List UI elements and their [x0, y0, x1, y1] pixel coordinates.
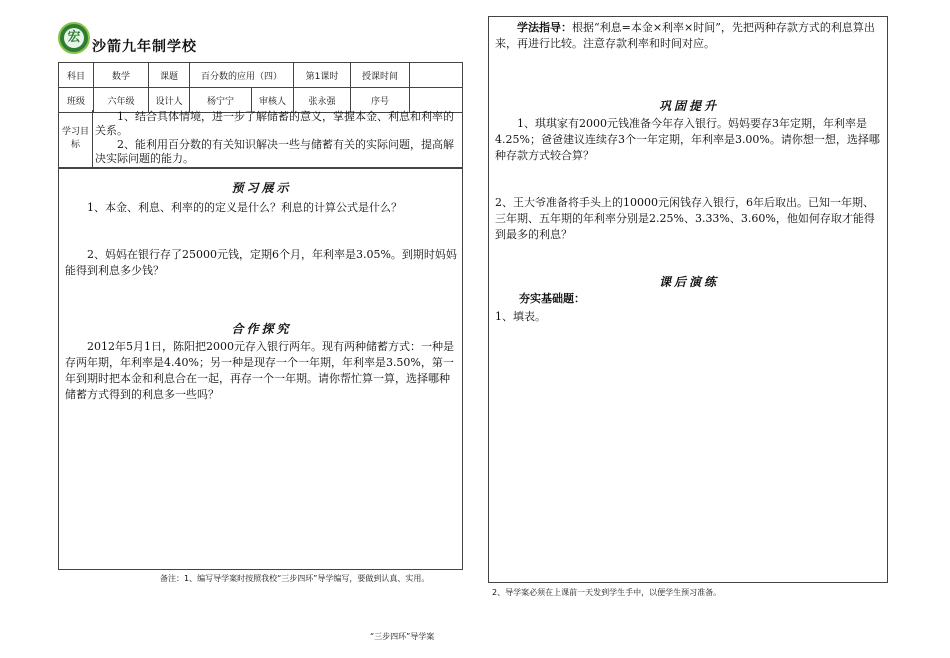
table-row: [59, 88, 463, 113]
table-cell: [410, 63, 463, 88]
footnote-2: 2、导学案必须在上课前一天发到学生手中，以便学生预习准备。: [492, 588, 722, 597]
consolidate-question-2: 2、王大爷准备将手头上的10000元闲钱存入银行，6年后取出。已知一年期、三年期、五年期的年利率分别是2.25%、3.33%、3.60%，他如何存取才能得到最多的利息？: [495, 196, 875, 241]
logo-char: 宏: [64, 28, 84, 48]
footnote-1: 备注：1、编写导学案时按照我校“三步四环”导学编写，要做到认真、实用。: [160, 574, 430, 583]
school-logo: [58, 22, 90, 54]
right-panel: [488, 16, 888, 583]
table-cell: 科目: [59, 63, 94, 88]
table-cell: 六年级: [94, 88, 149, 113]
table-row: [59, 63, 463, 88]
lesson-info-table: [58, 62, 463, 113]
table-cell: 百分数的应用（四）: [190, 63, 294, 88]
study-method: [495, 20, 883, 52]
table-cell: 数学: [94, 63, 149, 88]
preview-question-2: 2、妈妈在银行存了25000元钱，定期6个月，年利率是3.05%。到期时妈妈能得到利息多少钱？: [65, 248, 457, 277]
table-cell: 设计人: [149, 88, 190, 113]
consolidate-title: 巩固提升: [658, 99, 719, 113]
basic-label: 夯实基础题：: [519, 292, 585, 305]
table-cell: 授课时间: [351, 63, 410, 88]
explore-title: 合作探究: [231, 322, 292, 336]
preview-title: 预习展示: [231, 181, 292, 195]
practice-title: 课后演练: [658, 275, 719, 289]
table-cell: 第1课时: [294, 63, 351, 88]
goals-text: [95, 110, 461, 166]
consolidate-question-1: 1、琪琪家有2000元钱准备今年存入银行。妈妈要存3年定期，年利率是4.25%；爸爸建议连续存3个一年定期，年利率是3.00%。请你想一想，选择哪种存款方式较合算？: [495, 117, 880, 162]
table-cell: 杨宁宁: [190, 88, 252, 113]
table-cell: 张永强: [294, 88, 351, 113]
table-cell: 序号: [351, 88, 410, 113]
method-label: 学法指导：: [517, 21, 572, 34]
preview-question-1: 1、本金、利息、利率的的定义是什么？利息的计算公式是什么？: [87, 201, 402, 214]
goal-item: 2、能利用百分数的有关知识解决一些与储蓄有关的实际问题，提高解决实际问题的能力。: [95, 138, 454, 165]
method-text: 根据“利息=本金×利率×时间”，先把两种存款方式的利息算出来，再进行比较。注意存款利率和时间对应。: [495, 21, 875, 50]
table-cell: [410, 88, 463, 113]
table-cell: 班级: [59, 88, 94, 113]
goal-item: 1、结合具体情境，进一步了解储蓄的意义，掌握本金、利息和利率的关系。: [95, 110, 454, 137]
page-caption: “三步四环”导学案: [370, 632, 435, 641]
explore-text: 2012年5月1日，陈阳把2000元存入银行两年。现有两种储蓄方式：一种是存两年期，年利率是4.40%；另一种是现存一个一年期，年利率是3.50%，第一年到期时把本金和利息合在一起，再存一个一年期。请你帮忙算一算，选择哪种储蓄方式得到的利息多一些吗？: [65, 340, 454, 401]
left-panel: [58, 168, 463, 570]
basic-question-1: 1、填表。: [495, 310, 546, 323]
table-cell: 审核人: [252, 88, 294, 113]
learning-goals: [58, 110, 463, 168]
table-cell: 课题: [149, 63, 190, 88]
goals-label: 学习目标: [59, 110, 93, 167]
school-name: 沙箭九年制学校: [92, 39, 197, 55]
